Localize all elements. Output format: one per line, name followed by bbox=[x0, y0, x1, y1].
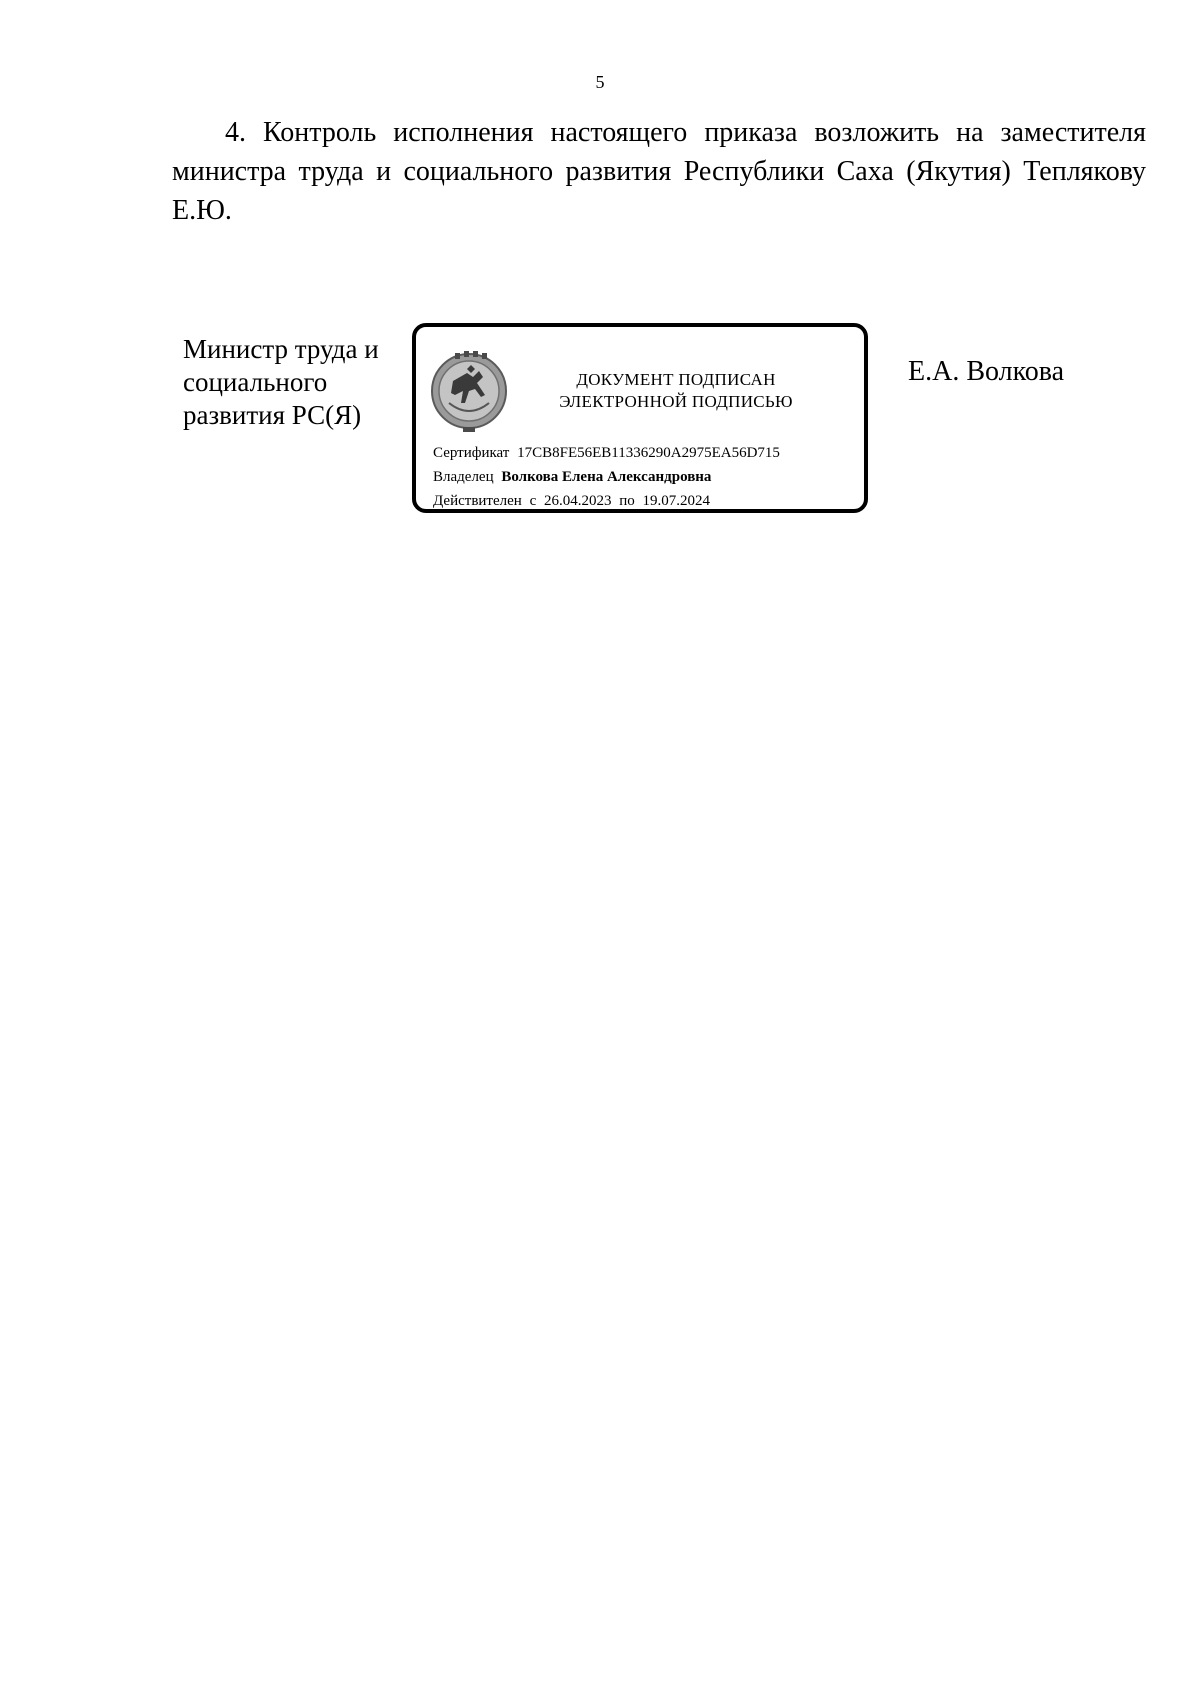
signatory-position-line: развития РС(Я) bbox=[183, 400, 362, 430]
certificate-value: 17CB8FE56EB11336290A2975EA56D715 bbox=[517, 445, 780, 461]
signatory-position-line: Министр труда и bbox=[183, 334, 379, 364]
certificate-line bbox=[433, 441, 780, 465]
order-paragraph: 4. Контроль исполнения настоящего приказа возложить на заместителя министра труда и социального развития Республики Саха (Якутия) Теплякову Е.Ю. bbox=[172, 117, 1146, 226]
signatory-name: Е.А. Волкова bbox=[908, 356, 1065, 387]
owner-label: Владелец bbox=[433, 469, 494, 485]
validity-from-prefix: с bbox=[529, 493, 537, 509]
stamp-heading-line: ДОКУМЕНТ ПОДПИСАН bbox=[576, 370, 776, 389]
owner-value: Волкова Елена Александровна bbox=[501, 469, 712, 485]
signatory-position bbox=[183, 333, 413, 432]
stamp-details bbox=[433, 441, 780, 513]
validity-line bbox=[433, 489, 780, 513]
validity-label: Действителен bbox=[433, 493, 522, 509]
certificate-label: Сертификат bbox=[433, 445, 510, 461]
electronic-signature-stamp bbox=[412, 323, 868, 513]
validity-from-date: 26.04.2023 bbox=[543, 493, 612, 509]
page-number: 5 bbox=[595, 72, 605, 92]
validity-to-date: 19.07.2024 bbox=[642, 493, 711, 509]
owner-line bbox=[433, 465, 780, 489]
validity-to-prefix: по bbox=[619, 493, 635, 509]
sakha-coat-of-arms-icon bbox=[429, 347, 509, 435]
signatory-position-line: социального bbox=[183, 367, 328, 397]
stamp-heading bbox=[526, 369, 826, 413]
stamp-heading-line: ЭЛЕКТРОННОЙ ПОДПИСЬЮ bbox=[559, 392, 793, 411]
